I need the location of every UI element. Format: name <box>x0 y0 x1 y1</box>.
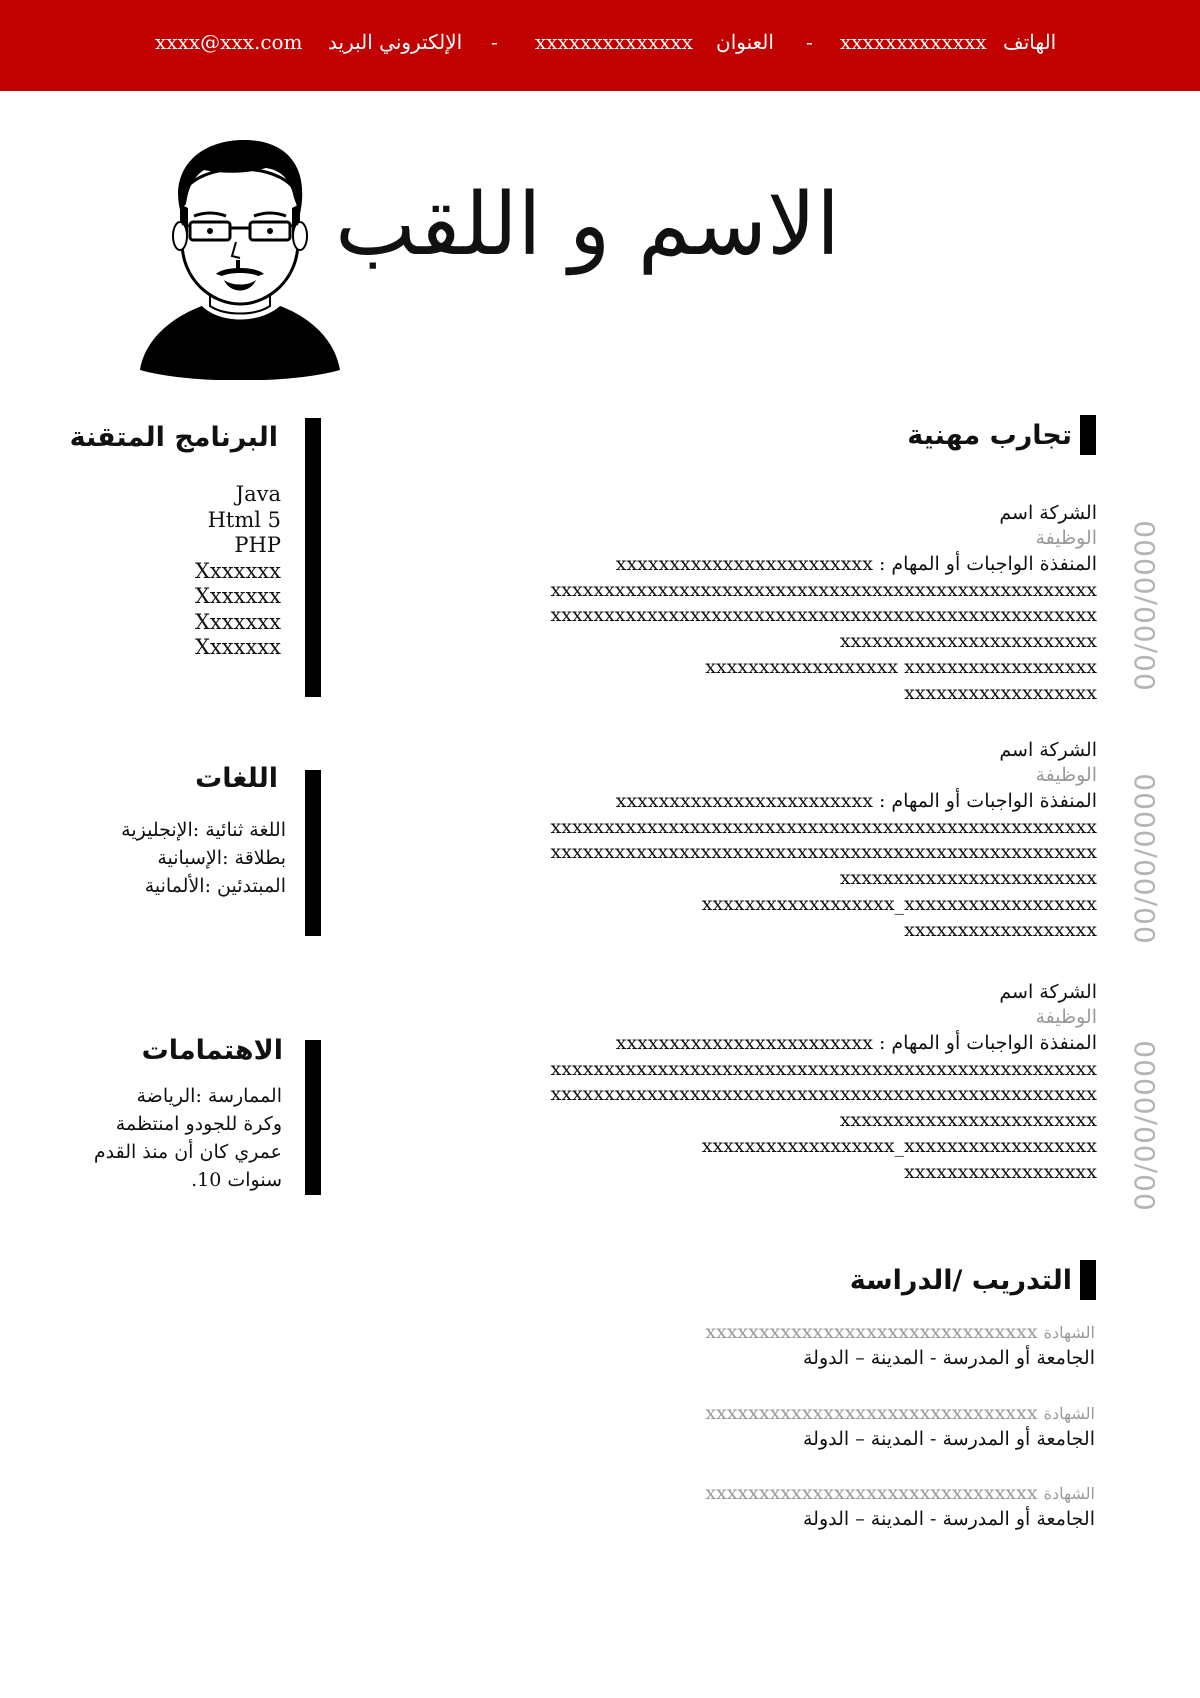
avatar <box>140 138 340 380</box>
interests-title: الاهتمامات <box>141 1035 283 1066</box>
duties-text: xxxxxxxxxxxxxxxxxxxxxxxx <box>839 867 1097 889</box>
duties-value: xxxxxxxxxxxxxxxxxxxxxxxx <box>615 790 873 812</box>
duties-text: xxxxxxxxxxxxxxxxxx xxxxxxxxxxxxxxxxxx <box>705 656 1097 678</box>
experience-date: 00/00/0000 <box>1128 772 1162 944</box>
duties-text: xxxxxxxxxxxxxxxxxx <box>904 919 1097 941</box>
experience-title: تجارب مهنية <box>907 420 1072 451</box>
language-item: بطلاقة :الإسبانية <box>157 847 286 869</box>
school-info: الجامعة أو المدرسة - المدينة – الدولة <box>803 1508 1095 1530</box>
duties-text: xxxxxxxxxxxxxxxxxxxxxxxxxxxxxxxxxxxxxxxxxxxxxxxxxxx <box>550 579 1097 601</box>
education-title: التدريب /الدراسة <box>849 1265 1072 1296</box>
interest-item: وكرة للجودو امنتظمة <box>115 1113 282 1135</box>
duties-text: xxxxxxxxxxxxxxxxxx <box>904 1161 1097 1183</box>
school-info: الجامعة أو المدرسة - المدينة – الدولة <box>803 1428 1095 1450</box>
degree-value: xxxxxxxxxxxxxxxxxxxxxxxxxxxxxxx <box>705 1402 1038 1424</box>
section-bar <box>305 418 321 697</box>
phone-value: xxxxxxxxxxxxx <box>840 30 987 54</box>
email-label: الإلكتروني البريد <box>328 30 463 54</box>
languages-list <box>121 816 286 900</box>
skill-item: Xxxxxxx <box>194 584 281 608</box>
duties-text: xxxxxxxxxxxxxxxxxx_xxxxxxxxxxxxxxxxxx <box>701 893 1097 915</box>
job-position: الوظيفة <box>1035 764 1097 786</box>
school-info: الجامعة أو المدرسة - المدينة – الدولة <box>803 1347 1095 1369</box>
duties-line <box>616 789 1097 814</box>
duties-text: xxxxxxxxxxxxxxxxxx <box>904 682 1097 704</box>
skill-item: Html 5 <box>207 507 281 532</box>
section-bar <box>305 1040 321 1195</box>
company-name: الشركة اسم <box>999 739 1097 761</box>
degree-label: الشهادة <box>1043 1404 1095 1423</box>
languages-title: اللغات <box>195 763 278 794</box>
degree-label: الشهادة <box>1043 1323 1095 1342</box>
duties-text: xxxxxxxxxxxxxxxxxxxxxxxxxxxxxxxxxxxxxxxxxxxxxxxxxxx <box>550 816 1097 838</box>
language-item: اللغة ثنائية :الإنجليزية <box>121 819 286 841</box>
interest-item: عمري كان أن منذ القدم <box>93 1141 282 1163</box>
duties-text: xxxxxxxxxxxxxxxxxxxxxxxx <box>839 630 1097 652</box>
experience-date: 00/00/0000 <box>1128 519 1162 691</box>
interest-item: سنوات 10. <box>191 1169 282 1191</box>
email-value[interactable]: xxxx@xxx.com <box>155 30 303 54</box>
skill-item: Xxxxxxx <box>194 609 281 634</box>
phone-label: الهاتف <box>1003 30 1057 54</box>
degree-line <box>705 1401 1095 1426</box>
duties-text: xxxxxxxxxxxxxxxxxxxxxxxxxxxxxxxxxxxxxxxxxxxxxxxxxxx <box>550 1083 1097 1105</box>
address-value: xxxxxxxxxxxxxx <box>535 30 693 54</box>
duties-text: xxxxxxxxxxxxxxxxxxxxxxxxxxxxxxxxxxxxxxxxxxxxxxxxxxx <box>550 841 1097 863</box>
company-name: الشركة اسم <box>999 502 1097 524</box>
full-name: الاسم و اللقب <box>335 175 840 275</box>
duties-label: المنفذة الواجبات أو المهام : <box>878 1032 1097 1054</box>
duties-label: المنفذة الواجبات أو المهام : <box>878 790 1097 812</box>
section-bar <box>305 770 321 936</box>
address-label: العنوان <box>716 30 774 54</box>
separator: - <box>806 30 813 54</box>
duties-text: xxxxxxxxxxxxxxxxxxxxxxxx <box>839 1109 1097 1131</box>
duties-line <box>616 1031 1097 1056</box>
separator: - <box>491 30 498 54</box>
duties-text: xxxxxxxxxxxxxxxxxx_xxxxxxxxxxxxxxxxxx <box>701 1135 1097 1157</box>
duties-label: المنفذة الواجبات أو المهام : <box>878 553 1097 575</box>
interest-item: الممارسة :الرياضة <box>136 1085 282 1107</box>
duties-text: xxxxxxxxxxxxxxxxxxxxxxxxxxxxxxxxxxxxxxxxxxxxxxxxxxx <box>550 604 1097 626</box>
skill-item: PHP <box>234 533 281 557</box>
interests-list <box>94 1082 282 1194</box>
skill-item: Java <box>235 482 281 506</box>
skills-title: البرنامج المتقنة <box>69 422 278 453</box>
duties-line <box>616 552 1097 577</box>
section-marker <box>1080 1260 1096 1300</box>
degree-label: الشهادة <box>1043 1484 1095 1503</box>
degree-value: xxxxxxxxxxxxxxxxxxxxxxxxxxxxxxx <box>705 1482 1038 1504</box>
skill-item: Xxxxxxx <box>194 558 281 583</box>
experience-date: 00/00/0000 <box>1128 1039 1162 1211</box>
duties-text: xxxxxxxxxxxxxxxxxxxxxxxxxxxxxxxxxxxxxxxxxxxxxxxxxxx <box>550 1058 1097 1080</box>
degree-line <box>705 1320 1095 1345</box>
job-position: الوظيفة <box>1035 1006 1097 1028</box>
skills-list <box>195 482 281 661</box>
company-name: الشركة اسم <box>999 981 1097 1003</box>
job-position: الوظيفة <box>1035 527 1097 549</box>
contact-info <box>0 30 1200 64</box>
language-item: المبتدئين :الألمانية <box>144 875 286 897</box>
skill-item: Xxxxxxx <box>194 635 281 659</box>
degree-value: xxxxxxxxxxxxxxxxxxxxxxxxxxxxxxx <box>705 1321 1038 1343</box>
degree-line <box>705 1481 1095 1506</box>
duties-value: xxxxxxxxxxxxxxxxxxxxxxxx <box>615 553 873 575</box>
duties-value: xxxxxxxxxxxxxxxxxxxxxxxx <box>615 1032 873 1054</box>
section-marker <box>1080 415 1096 455</box>
